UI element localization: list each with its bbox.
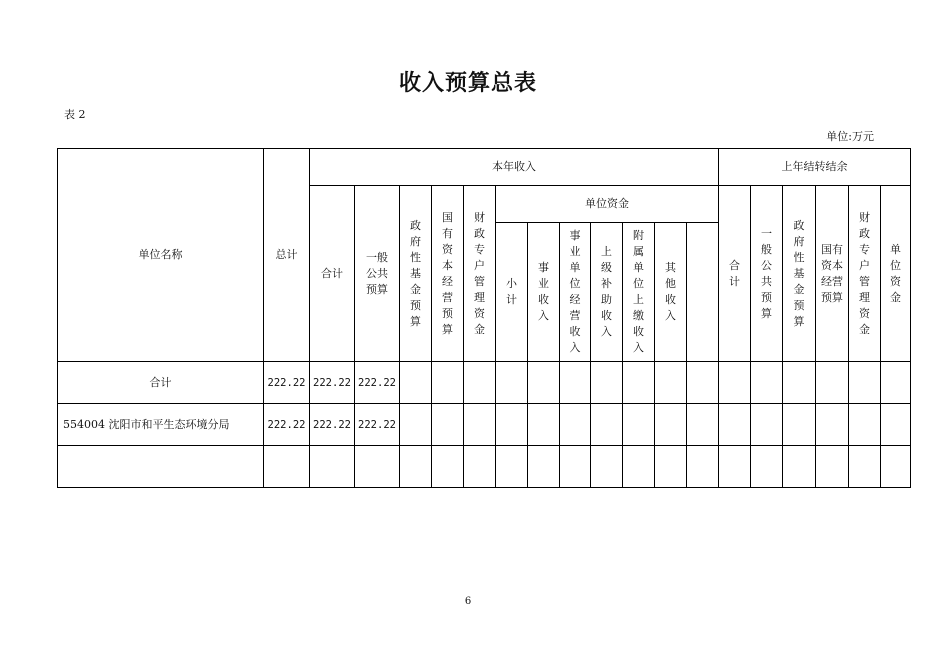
table-row: [58, 404, 911, 446]
header-prev-state-capital: 国有资本经营预算: [816, 186, 849, 362]
row-name: 554004 沈阳市和平生态环境分局: [58, 404, 264, 446]
header-superior-subsidy: 上级补助收入: [591, 223, 623, 362]
header-prev-gov-fund: 政府性基金预算: [783, 186, 816, 362]
header-prev-unit-funds: 单位资金: [881, 186, 911, 362]
table-row-empty: [58, 446, 911, 488]
row-total: 222.22: [264, 362, 310, 404]
header-current-year: 本年收入: [310, 149, 719, 186]
header-business-income: 事业收入: [528, 223, 560, 362]
row-total: 222.22: [264, 404, 310, 446]
row-subtotal: 222.22: [310, 404, 355, 446]
header-other-income: 其他收入: [655, 223, 687, 362]
page-title: 收入预算总表: [398, 71, 537, 96]
header-state-capital: 国有资本经营预算: [432, 186, 464, 362]
row-general: 222.22: [355, 404, 400, 446]
header-subtotal: 合计: [310, 186, 355, 362]
header-general-budget: 一般公共预算: [355, 186, 400, 362]
row-name: 合计: [58, 362, 264, 404]
page-number: 6: [464, 596, 472, 607]
row-general: 222.22: [355, 362, 400, 404]
header-prev-general: 一般公共预算: [751, 186, 783, 362]
table-row: [58, 362, 911, 404]
unit-label: 单位:万元: [826, 130, 874, 143]
header-unit-subtotal: 小计: [496, 223, 528, 362]
income-budget-table: [57, 148, 911, 488]
header-unit-funds: 单位资金: [496, 186, 719, 223]
table-number: 表 2: [64, 108, 86, 121]
header-total: 总计: [264, 149, 310, 362]
header-prev-year: 上年结转结余: [719, 149, 911, 186]
header-affiliated-income: 附属单位上缴收入: [623, 223, 655, 362]
header-gov-fund: 政府性基金预算: [400, 186, 432, 362]
header-prev-fiscal-special: 财政专户管理资金: [849, 186, 881, 362]
header-prev-total: 合计: [719, 186, 751, 362]
budget-table-container: [57, 148, 902, 488]
row-subtotal: 222.22: [310, 362, 355, 404]
header-unit-name: 单位名称: [58, 149, 264, 362]
header-operating-income: 事业单位经营收入: [560, 223, 591, 362]
header-fiscal-special: 财政专户管理资金: [464, 186, 496, 362]
